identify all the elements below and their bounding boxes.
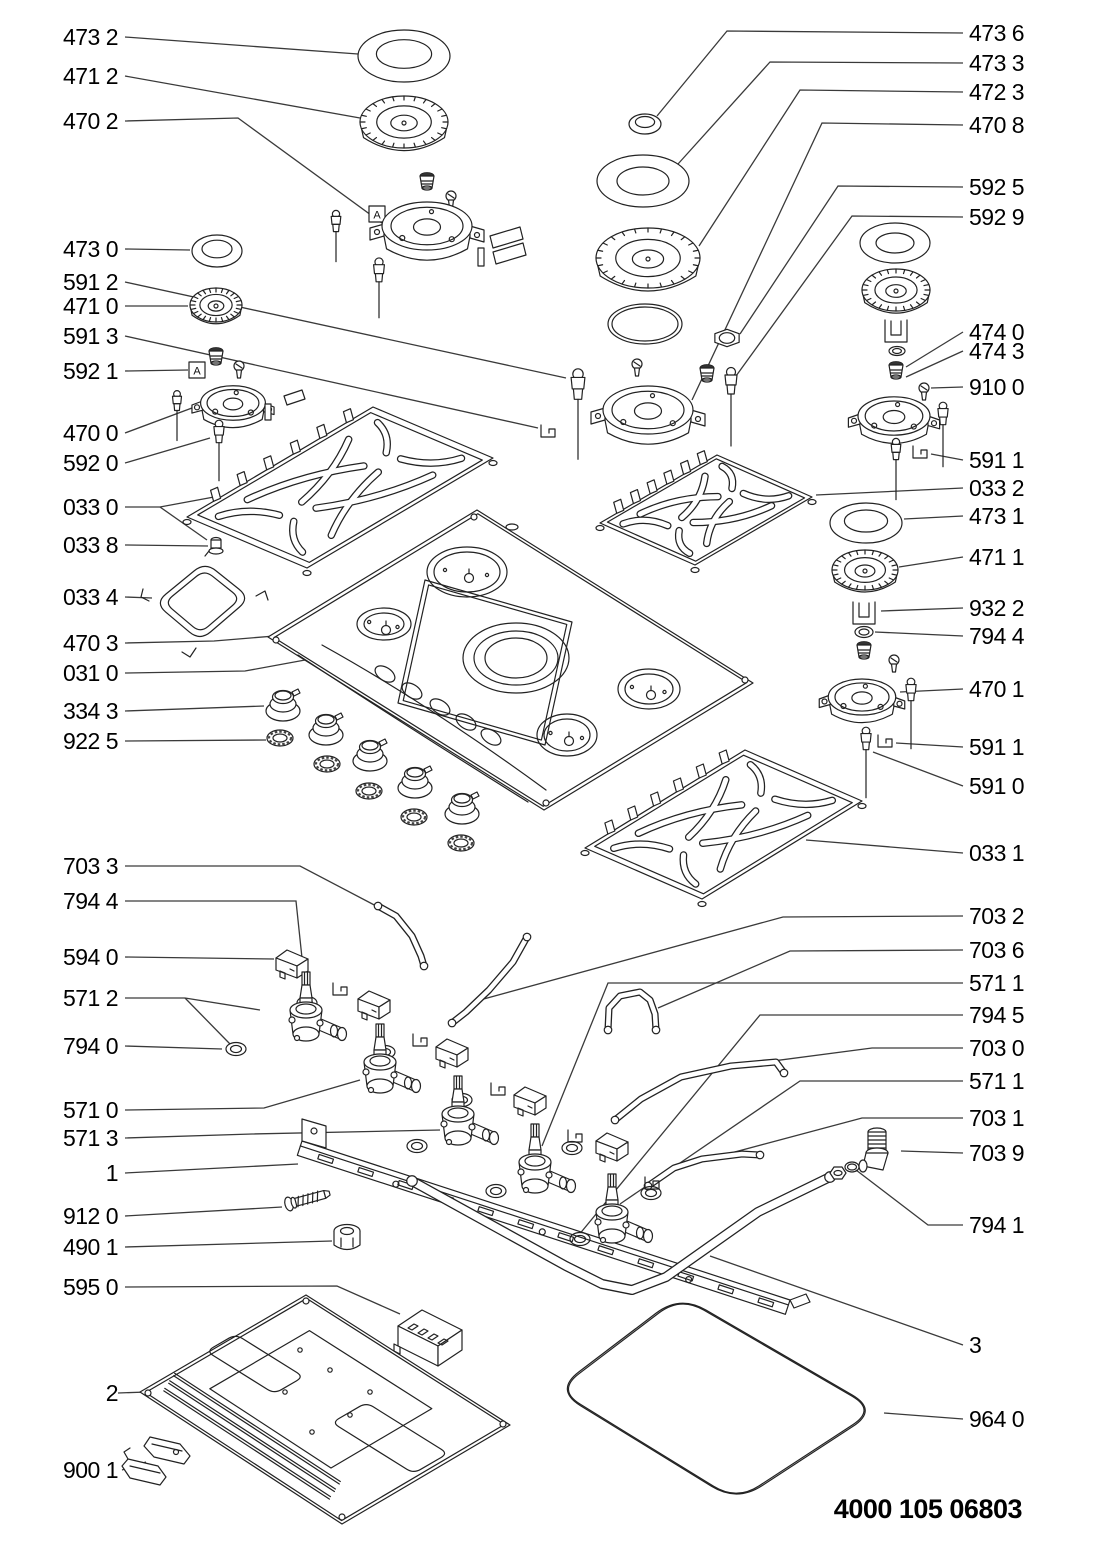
gas-pipe-703-6: [604, 992, 660, 1034]
part-number-label: 964 0: [969, 1406, 1025, 1432]
callout-leader: [884, 1413, 963, 1419]
gas-pipe-703-1: [644, 1151, 764, 1190]
svg-text:A: A: [373, 209, 381, 222]
callout-leader: [125, 1046, 222, 1049]
gas-pipe-703-3: [374, 902, 428, 970]
part-number-label: 571 3: [62, 1125, 118, 1151]
burner-assembly-top-right: [591, 114, 739, 446]
callout-leader: [699, 90, 963, 246]
rubber-foot: [209, 538, 223, 555]
part-number-label: 592 0: [62, 450, 118, 476]
callout-leader: [125, 957, 274, 959]
part-number-label: 1: [105, 1160, 118, 1186]
part-number-label: 473 1: [969, 503, 1025, 529]
part-number-label: 703 2: [969, 903, 1025, 929]
part-number-label: 794 5: [969, 1002, 1025, 1028]
part-number-label: 571 1: [969, 1068, 1025, 1094]
wok-trivet: [141, 546, 268, 657]
part-number-label: 470 8: [969, 112, 1025, 138]
part-number-label: 591 3: [62, 323, 118, 349]
callout-leader: [125, 118, 386, 226]
callout-leader: [125, 1241, 332, 1247]
callout-leader: [816, 488, 963, 495]
callout-leader: [125, 740, 266, 741]
callout-leader-branch: [185, 998, 230, 1044]
part-number-label: 033 1: [969, 840, 1025, 866]
part-number-label: 703 9: [969, 1140, 1025, 1166]
part-number-label: 592 5: [969, 174, 1025, 200]
part-number-label: 490 1: [62, 1234, 118, 1260]
part-number-label: 471 2: [62, 63, 118, 89]
part-number-label: 703 0: [969, 1035, 1025, 1061]
callout-leader: [873, 752, 963, 786]
callout-leader: [125, 438, 210, 463]
callout-leader: [125, 1207, 282, 1216]
part-number-label: 595 0: [62, 1274, 118, 1300]
burner-assembly-right-upper: [848, 223, 948, 500]
callout-leader: [856, 1170, 963, 1225]
callout-leader: [125, 597, 152, 598]
callout-leader: [678, 62, 963, 164]
hob-seal-gasket-964: [567, 1303, 865, 1494]
part-number-label: 592 9: [969, 204, 1025, 230]
callout-leader: [125, 1130, 440, 1138]
part-number-label: 794 1: [969, 1212, 1025, 1238]
part-number-label: 592 1: [62, 358, 118, 384]
part-number-label: 470 0: [62, 420, 118, 446]
part-number-label: 473 3: [969, 50, 1025, 76]
callout-leader: [125, 37, 358, 54]
bushing-490: [334, 1225, 360, 1250]
callout-leader: [125, 901, 306, 996]
callout-leader: [125, 1286, 400, 1314]
callout-leader: [906, 332, 963, 367]
part-number-label: 591 1: [969, 734, 1025, 760]
part-number-label: 471 0: [62, 293, 118, 319]
callout-leader: [875, 632, 963, 636]
callout-leader: [901, 1151, 963, 1153]
callout-leader: [692, 123, 963, 400]
part-number-label: 571 1: [969, 970, 1025, 996]
part-number-label: 703 6: [969, 937, 1025, 963]
callout-leader: [896, 743, 963, 747]
part-number-label: 031 0: [62, 660, 118, 686]
callout-leader: [125, 1164, 298, 1173]
callout-leader: [125, 658, 316, 673]
part-number-label: 472 3: [969, 79, 1025, 105]
part-number-label: 922 5: [62, 728, 118, 754]
part-number-label: 474 3: [969, 338, 1025, 364]
callout-leader: [931, 387, 963, 388]
part-number-label: 3: [969, 1332, 982, 1358]
callout-leader: [125, 1080, 360, 1110]
callout-leader: [906, 351, 963, 377]
callout-leader: [125, 706, 264, 711]
callout-leader: [740, 186, 963, 334]
part-number-label: 470 2: [62, 108, 118, 134]
callout-leader: [125, 370, 188, 371]
callout-leader: [931, 454, 963, 460]
burner-assembly-right-lower: [819, 503, 916, 798]
part-number-label: 470 3: [62, 630, 118, 656]
gas-pipe-703-0: [611, 1062, 788, 1124]
pan-support-right-lower: [581, 750, 866, 907]
pan-support-right-upper: [596, 451, 816, 573]
part-number-label: 571 0: [62, 1097, 118, 1123]
svg-text:A: A: [193, 365, 201, 378]
gas-pipe-703-2: [448, 933, 531, 1027]
callout-leader: [657, 31, 963, 116]
part-number-label: 900 1: [62, 1457, 118, 1483]
burner-assembly-top-left: [331, 30, 526, 318]
part-number-label: 2: [105, 1380, 118, 1406]
callout-leader: [904, 516, 963, 519]
document-part-code: 4000 105 06803: [833, 1494, 1022, 1524]
callout-leader: [125, 497, 214, 507]
part-number-label: 912 0: [62, 1203, 118, 1229]
callout-leader: [125, 405, 200, 433]
part-number-label: 594 0: [62, 944, 118, 970]
part-number-label: 033 8: [62, 532, 118, 558]
callout-leader: [125, 76, 360, 118]
callout-leader: [899, 557, 963, 567]
part-number-label: 334 3: [62, 698, 118, 724]
part-number-label: 033 0: [62, 494, 118, 520]
callout-leader: [125, 866, 380, 908]
part-number-label: 591 2: [62, 269, 118, 295]
part-number-label: 571 2: [62, 985, 118, 1011]
part-number-label: 033 2: [969, 475, 1025, 501]
part-number-label: 474 0: [969, 319, 1025, 345]
callout-leader: [480, 916, 963, 1000]
manifold-rail: [297, 1119, 810, 1314]
part-number-label: 473 2: [62, 24, 118, 50]
callout-leader: [125, 249, 190, 250]
part-number-label: 794 4: [62, 888, 118, 914]
part-number-label: 703 1: [969, 1105, 1025, 1131]
callout-leader: [620, 1081, 963, 1204]
part-number-label: 703 3: [62, 853, 118, 879]
washer-794-1: [845, 1162, 859, 1172]
callout-leader: [658, 950, 963, 1008]
screw-912: [283, 1186, 331, 1211]
part-number-label: 932 2: [969, 595, 1025, 621]
part-number-label: 591 1: [969, 447, 1025, 473]
callout-leader: [881, 608, 963, 611]
inlet-hex-fitting: [830, 1167, 846, 1179]
callout-leader: [806, 840, 963, 853]
part-number-label: 794 0: [62, 1033, 118, 1059]
fixing-bracket-900: [122, 1437, 190, 1485]
part-number-label: 470 1: [969, 676, 1025, 702]
inlet-elbow-703-9: [859, 1128, 888, 1172]
callout-leader: [125, 336, 538, 428]
part-number-label: 794 4: [969, 623, 1025, 649]
callout-leader: [125, 545, 208, 546]
part-number-label: 033 4: [62, 584, 118, 610]
part-number-label: 473 0: [62, 236, 118, 262]
callout-leader: [125, 998, 260, 1010]
part-number-label: 471 1: [969, 544, 1025, 570]
part-number-label: 473 6: [969, 20, 1025, 46]
part-number-label: 910 0: [969, 374, 1025, 400]
part-number-label: 591 0: [969, 773, 1025, 799]
igniter-electrode-center: [541, 369, 585, 459]
hob-top-panel: [268, 510, 753, 810]
